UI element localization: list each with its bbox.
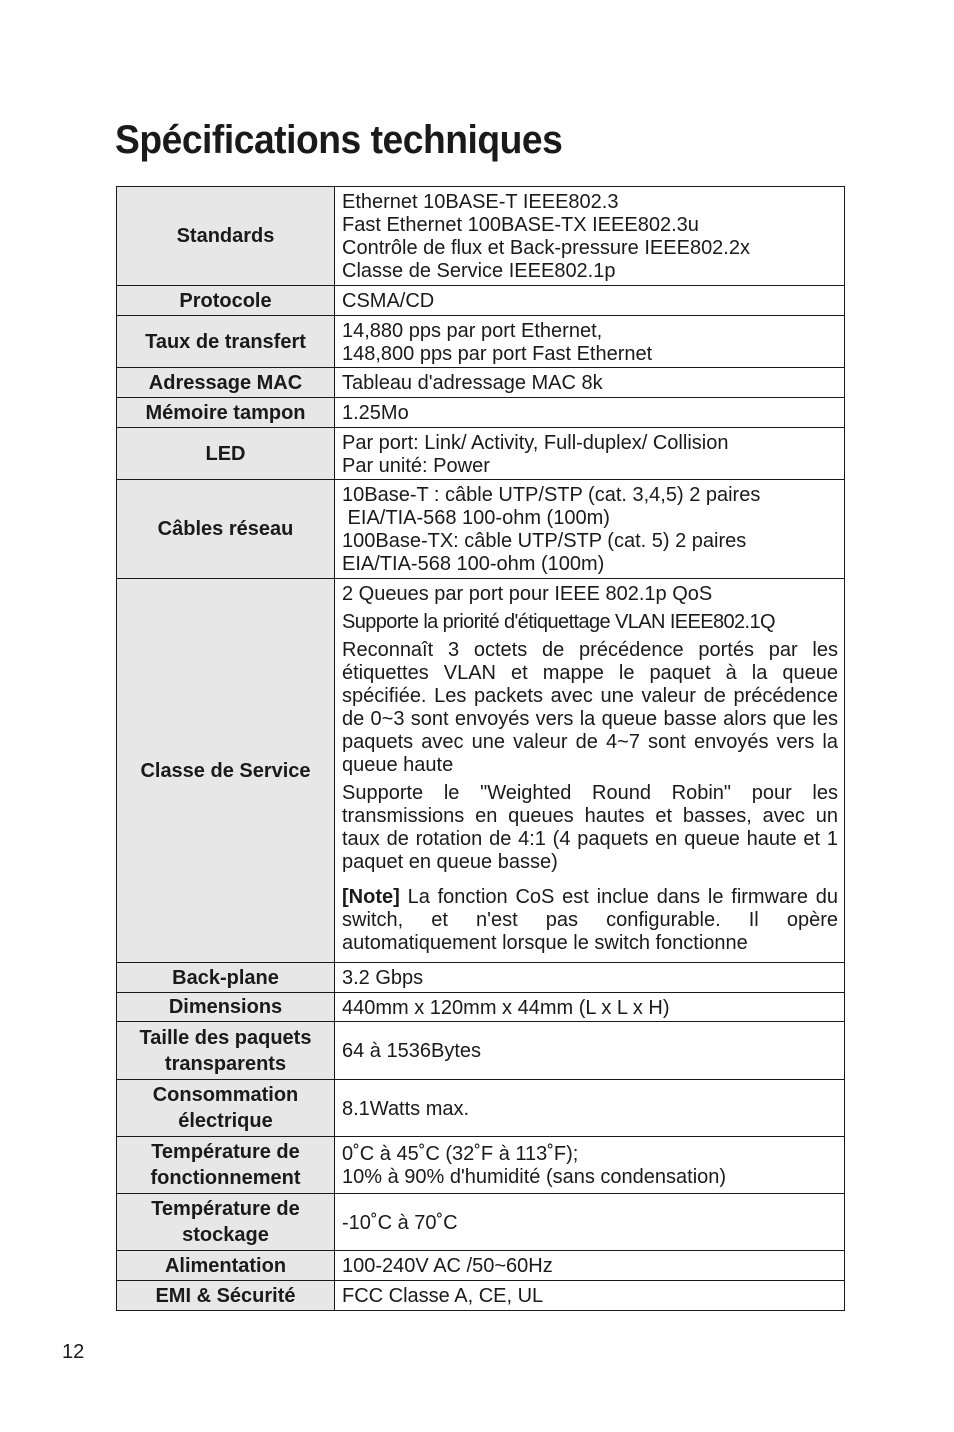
spec-value-line: 8.1Watts max.: [342, 1097, 470, 1120]
table-row: [117, 963, 845, 993]
spec-label: Back-plane: [117, 963, 335, 993]
spec-label: Température de stockage: [117, 1194, 335, 1251]
note-text: La fonction CoS est inclue dans le firmware du switch, et n'est pas configurable. Il opère automatiquement lorsque le switch fonctionne: [342, 886, 838, 954]
spec-value-line: 100Base-TX: câble UTP/STP (cat. 5) 2 paires: [342, 530, 747, 552]
spec-value: [335, 187, 845, 286]
table-row: [117, 316, 845, 368]
spec-value-line: EIA/TIA-568 100-ohm (100m): [342, 507, 610, 529]
spec-value-line: 100-240V AC /50~60Hz: [342, 1255, 553, 1277]
spec-value: [335, 316, 845, 368]
spec-value-line: 14,880 pps par port Ethernet,: [342, 319, 603, 342]
spec-label: Alimentation: [117, 1251, 335, 1281]
spec-value-line: 1.25Mo: [342, 402, 409, 424]
cos-paragraph: Supporte la priorité d'étiquettage VLAN IEEE802.1Q: [342, 611, 775, 633]
table-row: [117, 993, 845, 1022]
table-row: [117, 1080, 845, 1137]
cos-paragraph: 2 Queues par port pour IEEE 802.1p QoS: [342, 583, 713, 605]
table-row: [117, 1251, 845, 1281]
table-row: [117, 187, 845, 286]
spec-value: [335, 1022, 845, 1080]
spec-value-line: Par unité: Power: [342, 454, 490, 477]
spec-value-line: Ethernet 10BASE-T IEEE802.3: [342, 191, 619, 213]
table-row: [117, 1281, 845, 1311]
spec-value-line: 148,800 pps par port Fast Ethernet: [342, 342, 653, 365]
cos-note: [342, 886, 838, 955]
spec-value-line: -10˚C à 70˚C: [342, 1211, 458, 1234]
cos-paragraph: Reconnaît 3 octets de précédence portés par les étiquettes VLAN et mappe le paquet à la queue spécifiée. Les packets avec une valeur de précédence de 0~3 sont envoyés vers la queue basse alors que les paquets avec une valeur de 4~7 sont envoyés vers la queue haute: [342, 639, 838, 776]
table-row: [117, 1022, 845, 1080]
table-row: [117, 1194, 845, 1251]
table-row: [117, 428, 845, 480]
spec-label: Taille des paquets transparents: [117, 1022, 335, 1080]
spec-value-line: 64 à 1536Bytes: [342, 1040, 481, 1062]
spec-value: [335, 1080, 845, 1137]
spec-value-line: Fast Ethernet 100BASE-TX IEEE802.3u: [342, 214, 699, 236]
spec-value: [335, 1194, 845, 1251]
spec-value-line: Classe de Service IEEE802.1p: [342, 260, 616, 282]
spec-value: [335, 398, 845, 428]
spec-label: Température de fonctionnement: [117, 1137, 335, 1194]
spec-value: [335, 1137, 845, 1194]
spec-value-line: FCC Classe A, CE, UL: [342, 1285, 544, 1307]
spec-value-line: 10% à 90% d'humidité (sans condensation): [342, 1166, 727, 1188]
spec-value-line: 3.2 Gbps: [342, 967, 424, 989]
spec-value: [335, 286, 845, 316]
spec-value-line: 0˚C à 45˚C (32˚F à 113˚F);: [342, 1143, 579, 1165]
spec-value: [335, 368, 845, 398]
spec-value-line: Contrôle de flux et Back-pressure IEEE802.2x: [342, 237, 750, 259]
note-label: [Note]: [342, 886, 400, 908]
spec-value: [335, 1251, 845, 1281]
spec-value: [335, 428, 845, 480]
table-row: [117, 286, 845, 316]
cos-paragraph: Supporte le "Weighted Round Robin" pour les transmissions en queues hautes et basses, avec un taux de rotation de 4:1 (4 paquets en queue haute et 1 paquet en queue basse): [342, 782, 838, 873]
page-number: 12: [62, 1341, 85, 1363]
spec-label: LED: [117, 428, 335, 480]
table-row: [117, 579, 845, 963]
spec-value-line: Tableau d'adressage MAC 8k: [342, 372, 603, 394]
spec-value-line: Par port: Link/ Activity, Full-duplex/ Collision: [342, 431, 729, 454]
spec-label: Protocole: [117, 286, 335, 316]
spec-value: [335, 579, 845, 963]
page-title: Spécifications techniques: [115, 118, 563, 162]
spec-label: Consommation électrique: [117, 1080, 335, 1137]
spec-value-line: 440mm x 120mm x 44mm (L x L x H): [342, 996, 670, 1019]
spec-value-line: EIA/TIA-568 100-ohm (100m): [342, 553, 605, 575]
table-row: [117, 398, 845, 428]
spec-value: [335, 1281, 845, 1311]
spec-value: [335, 993, 845, 1022]
table-row: [117, 480, 845, 579]
table-row: [117, 368, 845, 398]
spec-label: Mémoire tampon: [117, 398, 335, 428]
spec-label: Standards: [117, 187, 335, 286]
table-row: [117, 1137, 845, 1194]
spec-table: [116, 186, 845, 1311]
spec-value-line: 10Base-T : câble UTP/STP (cat. 3,4,5) 2 paires: [342, 484, 761, 506]
spec-value-line: CSMA/CD: [342, 290, 435, 312]
spec-label: Câbles réseau: [117, 480, 335, 579]
spec-label: Taux de transfert: [117, 316, 335, 368]
spec-value: [335, 963, 845, 993]
spec-value: [335, 480, 845, 579]
spec-label: Adressage MAC: [117, 368, 335, 398]
spec-label: Dimensions: [117, 993, 335, 1022]
spec-label: Classe de Service: [117, 579, 335, 963]
spec-label: EMI & Sécurité: [117, 1281, 335, 1311]
